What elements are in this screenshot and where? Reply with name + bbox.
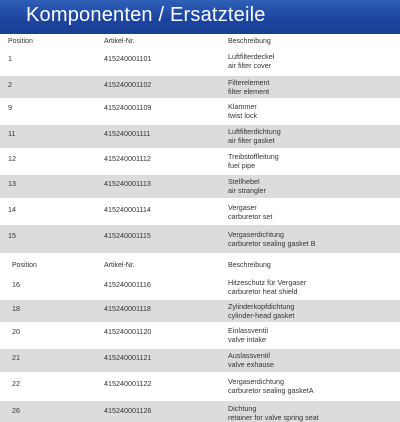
row-desc-en: carburetor sealing gasketA [228,386,314,395]
row-desc-de: Vergaserdichtung [228,230,284,239]
row-desc-en: valve exhause [228,360,274,369]
row-position: 14 [8,205,16,214]
row-desc-en: carburetor heat shield [228,287,298,296]
row-desc-en: air filter cover [228,61,272,70]
row-desc-de: Hitzeschutz für Vergaser [228,278,307,287]
table-row [0,374,400,398]
header-artikel: Artikel-Nr. [104,262,135,269]
row-position: 9 [8,103,12,112]
row-position: 21 [12,353,20,362]
row-article: 415240001115 [104,231,151,240]
row-desc-en: valve intake [228,335,266,344]
row-position: 26 [12,406,20,415]
row-article: 415240001121 [104,353,152,362]
table2-header [0,260,400,274]
row-desc-de: Filterelement [228,78,270,87]
row-desc-de: Zylinderkopfdichtung [228,302,295,311]
header-beschreibung: Beschreibung [228,262,271,269]
table-row [0,300,400,322]
row-desc-de: Einlassventil [228,326,268,335]
table-row [0,125,400,148]
row-position: 15 [8,231,16,240]
row-desc-en: air filter gasket [228,136,275,145]
table-row [0,76,400,98]
row-article: 415240001112 [104,154,151,163]
row-desc-en: cylinder-head gasket [228,311,295,320]
row-desc-en: fuel pipe [228,161,256,170]
row-article: 415240001114 [104,205,151,214]
table-row [0,349,400,372]
row-desc-de: Auslassventil [228,351,270,360]
row-article: 415240001113 [104,179,151,188]
header-position: Position [8,38,33,45]
row-desc-de: Klammer [228,102,257,111]
table-row [0,225,400,253]
row-desc-de: Stellhebel [228,177,260,186]
row-article: 415240001109 [104,103,152,112]
row-desc-en: filter element [228,87,270,96]
table-row [0,150,400,172]
row-article: 415240001101 [104,54,152,63]
table-row [0,51,400,73]
row-article: 415240001116 [104,280,151,289]
row-desc-en: air strangler [228,186,266,195]
row-desc-en: retainer for valve spring seat [228,413,319,422]
row-position: 12 [8,154,16,163]
row-desc-de: Vergaser [228,203,257,212]
row-desc-en: carburetor sealing gasket B [228,239,316,248]
row-desc-en: carburetor set [228,212,273,221]
row-position: 18 [12,304,20,313]
row-article: 415240001102 [104,80,152,89]
row-position: 22 [12,379,20,388]
row-desc-de: Dichtung [228,404,257,413]
row-position: 11 [8,129,16,138]
table-row [0,401,400,422]
row-article: 415240001122 [104,379,152,388]
row-position: 13 [8,179,16,188]
row-position: 1 [8,54,12,63]
row-desc-de: Luftfilterdeckel [228,52,275,61]
row-article: 415240001111 [104,129,151,138]
row-desc-de: Vergaserdichtung [228,377,284,386]
row-desc-de: Luftfilterdichtung [228,127,281,136]
row-desc-de: Treibstoffleitung [228,152,279,161]
table1-header [0,36,400,50]
table-row [0,276,400,299]
header-artikel: Artikel-Nr. [104,38,135,45]
table-row [0,200,400,222]
row-article: 415240001126 [104,406,152,415]
row-article: 415240001120 [104,327,152,336]
row-desc-en: twist lock [228,111,258,120]
table-row [0,323,400,347]
row-position: 2 [8,80,12,89]
header-beschreibung: Beschreibung [228,38,271,45]
header-position: Position [12,262,37,269]
page-title: Komponenten / Ersatzteile [26,4,266,26]
row-article: 415240001118 [104,304,151,313]
page-header [0,0,400,34]
table-row [0,175,400,198]
row-position: 16 [12,280,20,289]
row-position: 20 [12,327,20,336]
table-row [0,100,400,122]
